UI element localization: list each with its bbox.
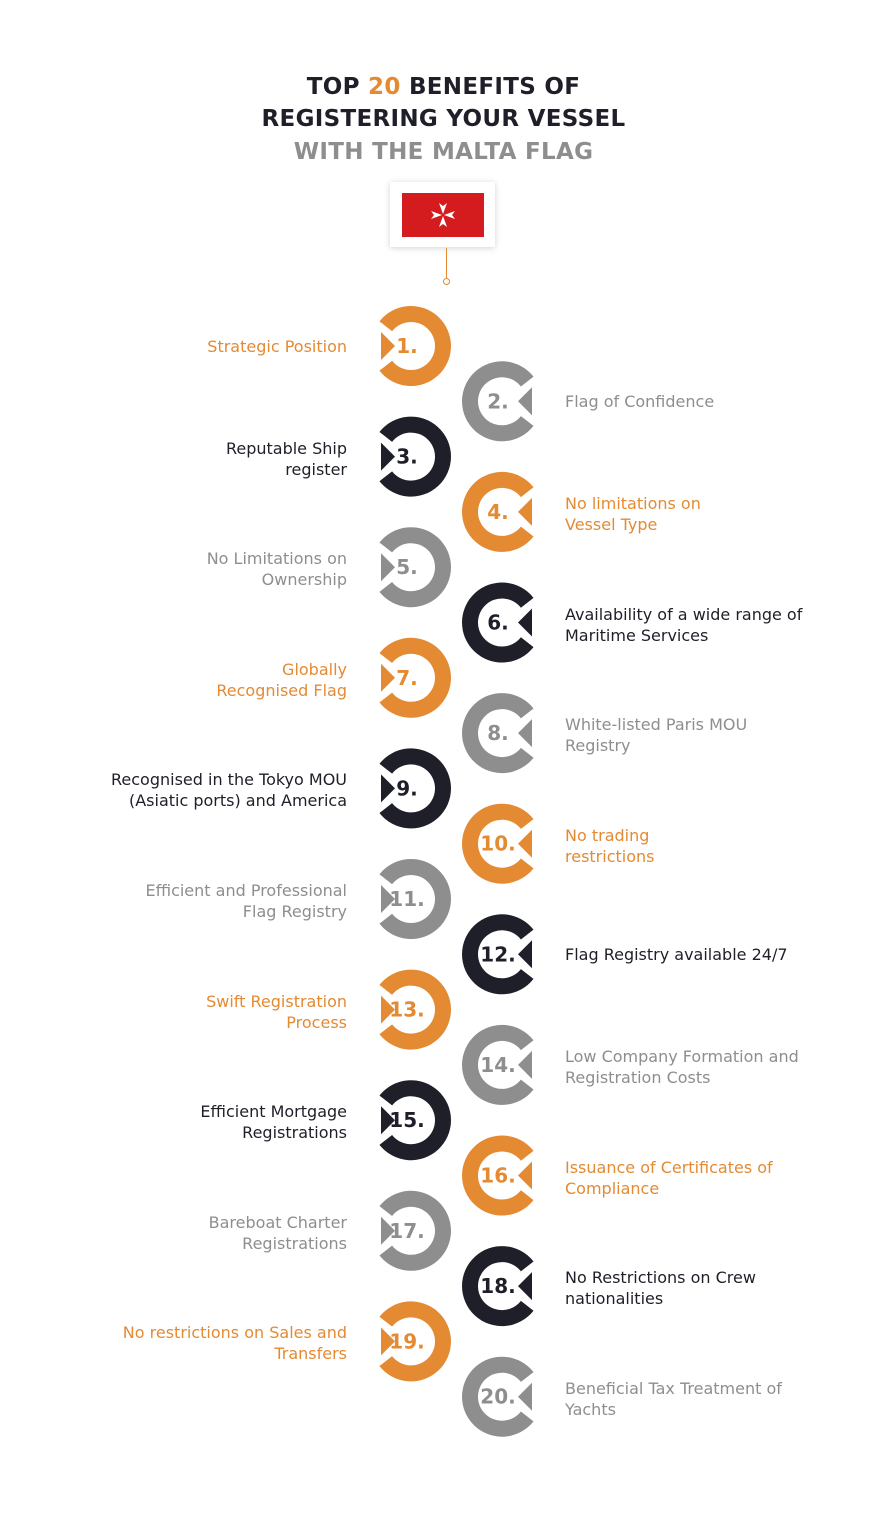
badge-number: 13. bbox=[389, 997, 425, 1022]
badge-pointer-icon bbox=[518, 387, 532, 415]
badge-pointer-icon bbox=[518, 830, 532, 858]
badge-number: 11. bbox=[389, 887, 425, 911]
benefit-badge-16 bbox=[462, 1136, 534, 1216]
badge-number: 18. bbox=[480, 1274, 516, 1299]
badge-number: 10. bbox=[480, 831, 516, 856]
badge-pointer-icon bbox=[381, 332, 395, 360]
badge-number: 20. bbox=[480, 1384, 516, 1409]
badge-pointer-icon bbox=[518, 609, 532, 637]
badge-number: 17. bbox=[389, 1218, 425, 1243]
title-benefits-of: BENEFITS OF bbox=[408, 74, 581, 100]
badge-number: 16. bbox=[480, 1163, 516, 1188]
badge-number: 12. bbox=[480, 942, 516, 967]
benefit-text-16: Issuance of Certificates of Compliance bbox=[565, 1157, 773, 1198]
benefit-text-4: No limitations on Vessel Type bbox=[565, 493, 701, 534]
badge-number: 19. bbox=[389, 1329, 425, 1354]
benefit-text-5: No Limitations on Ownership bbox=[206, 549, 347, 590]
badge-pointer-icon bbox=[381, 443, 395, 471]
benefit-text-19: No restrictions on Sales and Transfers bbox=[122, 1323, 347, 1364]
benefit-text-1: Strategic Position bbox=[207, 336, 347, 356]
benefit-text-3: Reputable Ship register bbox=[225, 438, 347, 479]
benefit-text-11: Efficient and Professional Flag Registry bbox=[145, 881, 347, 921]
badge-number: 3. bbox=[396, 444, 418, 469]
badge-pointer-icon bbox=[518, 719, 532, 747]
benefit-badge-2 bbox=[462, 361, 534, 441]
benefit-badge-10 bbox=[462, 804, 534, 884]
benefit-text-8: White-listed Paris MOU Registry bbox=[565, 715, 748, 756]
badge-number: 14. bbox=[480, 1052, 516, 1077]
benefit-badge-8 bbox=[462, 693, 534, 773]
badge-number: 2. bbox=[487, 389, 509, 414]
badge-number: 4. bbox=[487, 499, 509, 524]
benefit-badge-11 bbox=[379, 859, 451, 939]
benefit-text-12: Flag Registry available 24/7 bbox=[565, 944, 788, 964]
benefit-text-18: No Restrictions on Crew nationalities bbox=[565, 1268, 756, 1309]
benefit-badge-17 bbox=[379, 1191, 451, 1271]
badge-pointer-icon bbox=[381, 553, 395, 581]
benefit-text-9: Recognised in the Tokyo MOU (Asiatic ports) and America bbox=[111, 770, 347, 811]
benefit-badge-5 bbox=[379, 527, 451, 607]
badge-pointer-icon bbox=[518, 940, 532, 968]
badge-pointer-icon bbox=[518, 498, 532, 526]
benefit-text-17: Bareboat Charter Registrations bbox=[208, 1212, 347, 1253]
benefit-text-20: Beneficial Tax Treatment of Yachts bbox=[565, 1378, 782, 1419]
badge-number: 5. bbox=[396, 555, 418, 580]
benefit-text-2: Flag of Confidence bbox=[565, 391, 715, 411]
benefit-text-7: Globally Recognised Flag bbox=[216, 659, 347, 700]
badge-number: 6. bbox=[487, 610, 509, 635]
benefit-text-15: Efficient Mortgage Registrations bbox=[200, 1102, 347, 1143]
benefit-badge-13 bbox=[379, 970, 451, 1050]
badge-pointer-icon bbox=[518, 1162, 532, 1190]
benefit-badge-20 bbox=[462, 1357, 534, 1437]
badge-pointer-icon bbox=[518, 1383, 532, 1411]
benefit-badge-18 bbox=[462, 1246, 534, 1326]
badge-number: 15. bbox=[389, 1108, 425, 1133]
benefit-badge-12 bbox=[462, 914, 534, 994]
benefit-text-14: Low Company Formation and Registration Costs bbox=[565, 1046, 799, 1087]
badge-number: 8. bbox=[487, 721, 509, 746]
badge-number: 9. bbox=[396, 776, 418, 801]
benefit-badge-14 bbox=[462, 1025, 534, 1105]
title-top-word: TOP bbox=[306, 74, 360, 100]
title-line-3: WITH THE MALTA FLAG bbox=[293, 139, 594, 165]
badge-number: 1. bbox=[396, 334, 418, 358]
badge-pointer-icon bbox=[518, 1272, 532, 1300]
benefit-badge-6 bbox=[462, 583, 534, 663]
benefit-badge-1 bbox=[379, 306, 451, 386]
benefit-badge-3 bbox=[379, 417, 451, 497]
benefit-badge-4 bbox=[462, 472, 534, 552]
badge-pointer-icon bbox=[381, 774, 395, 802]
title-line-2: REGISTERING YOUR VESSEL bbox=[261, 106, 626, 132]
badge-number: 7. bbox=[396, 665, 418, 690]
benefit-badge-15 bbox=[379, 1080, 451, 1160]
badge-pointer-icon bbox=[518, 1051, 532, 1079]
benefit-badge-19 bbox=[379, 1301, 451, 1381]
benefit-badge-9 bbox=[379, 748, 451, 828]
benefit-text-6: Availability of a wide range of Maritime Services bbox=[565, 604, 803, 645]
benefit-text-10: No trading restrictions bbox=[565, 825, 655, 866]
badge-pointer-icon bbox=[381, 664, 395, 692]
benefit-badge-7 bbox=[379, 638, 451, 718]
title-number: 20 bbox=[368, 74, 401, 100]
benefit-text-13: Swift Registration Process bbox=[206, 991, 347, 1032]
